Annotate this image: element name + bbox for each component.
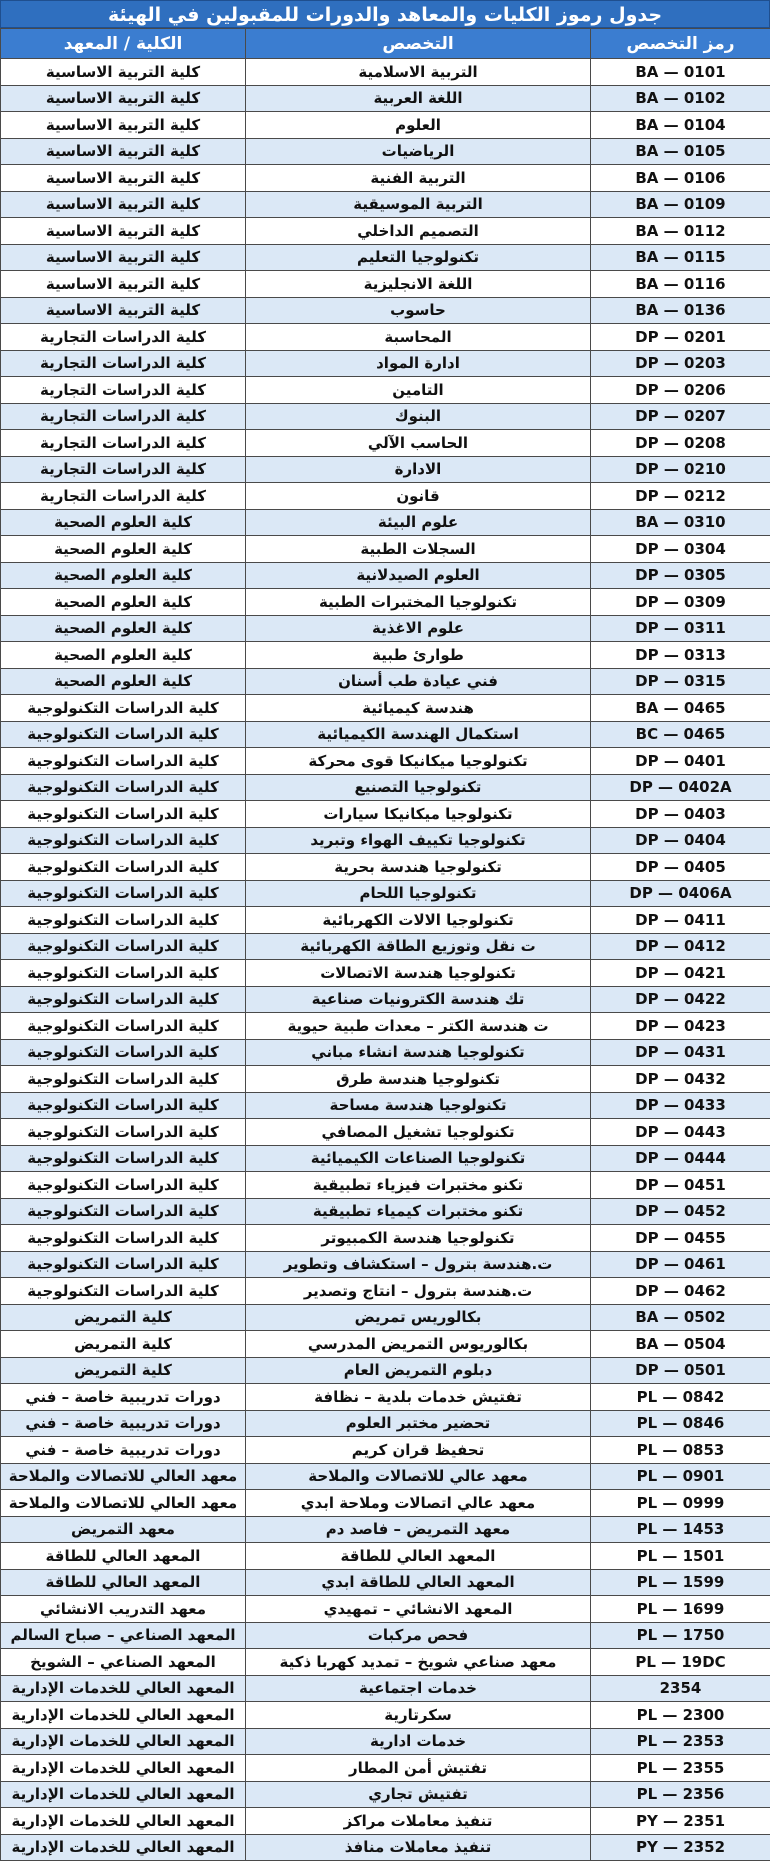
- college-name-cell: كلية الدراسات التكنولوجية: [1, 933, 246, 960]
- specialization-code-cell: DP — 0309: [591, 589, 770, 616]
- specialization-code-cell: PL — 1501: [591, 1543, 770, 1570]
- specialization-code-cell: PL — 0853: [591, 1437, 770, 1464]
- specialization-name-cell: ادارة المواد: [246, 350, 591, 377]
- specialization-name-cell: معهد عالي للاتصالات والملاحة: [246, 1463, 591, 1490]
- college-name-cell: معهد التمريض: [1, 1516, 246, 1543]
- table-row: [1, 1702, 770, 1729]
- table-row: [1, 801, 770, 828]
- table-row: [1, 880, 770, 907]
- table-body: [1, 59, 770, 1861]
- college-name-cell: كلية التربية الاساسية: [1, 138, 246, 165]
- table-row: [1, 218, 770, 245]
- table-row: [1, 1781, 770, 1808]
- specialization-name-cell: تكنولوجيا هندسة الكمبيوتر: [246, 1225, 591, 1252]
- specialization-code-cell: DP — 0304: [591, 536, 770, 563]
- specialization-code-cell: PL — 1750: [591, 1622, 770, 1649]
- college-name-cell: المعهد العالي للخدمات الإدارية: [1, 1702, 246, 1729]
- specialization-code-cell: DP — 0212: [591, 483, 770, 510]
- specialization-name-cell: سكرتارية: [246, 1702, 591, 1729]
- college-name-cell: كلية الدراسات التكنولوجية: [1, 1278, 246, 1305]
- table-row: [1, 456, 770, 483]
- table-row: [1, 1092, 770, 1119]
- specialization-name-cell: هندسة كيميائية: [246, 695, 591, 722]
- specialization-code-cell: BA — 0106: [591, 165, 770, 192]
- specialization-name-cell: المحاسبة: [246, 324, 591, 351]
- specialization-name-cell: تنفيذ معاملات مراكز: [246, 1808, 591, 1835]
- specialization-code-cell: DP — 0452: [591, 1198, 770, 1225]
- specialization-code-cell: DP — 0433: [591, 1092, 770, 1119]
- specialization-name-cell: تكنولوجيا تكييف الهواء وتبريد: [246, 827, 591, 854]
- college-name-cell: كلية الدراسات التجارية: [1, 456, 246, 483]
- table-row: [1, 1145, 770, 1172]
- college-name-cell: كلية العلوم الصحية: [1, 509, 246, 536]
- table-row: [1, 642, 770, 669]
- college-name-cell: كلية الدراسات التجارية: [1, 430, 246, 457]
- college-name-cell: كلية الدراسات التكنولوجية: [1, 695, 246, 722]
- table-row: [1, 1410, 770, 1437]
- table-row: [1, 668, 770, 695]
- college-name-cell: كلية التربية الاساسية: [1, 244, 246, 271]
- specialization-name-cell: تكنولوجيا هندسة طرق: [246, 1066, 591, 1093]
- college-name-cell: كلية الدراسات التكنولوجية: [1, 721, 246, 748]
- specialization-name-cell: حاسوب: [246, 297, 591, 324]
- specialization-code-cell: BA — 0502: [591, 1304, 770, 1331]
- table-row: [1, 1331, 770, 1358]
- specialization-code-cell: PL — 2355: [591, 1755, 770, 1782]
- specialization-name-cell: تكنولوجيا اللحام: [246, 880, 591, 907]
- specialization-code-cell: DP — 0411: [591, 907, 770, 934]
- table-row: [1, 695, 770, 722]
- college-name-cell: المعهد العالي للخدمات الإدارية: [1, 1834, 246, 1861]
- specialization-name-cell: تك هندسة الكترونيات صناعية: [246, 986, 591, 1013]
- college-name-cell: كلية الدراسات التكنولوجية: [1, 774, 246, 801]
- specialization-code-cell: DP — 0455: [591, 1225, 770, 1252]
- specialization-name-cell: التربية الموسيقية: [246, 191, 591, 218]
- specialization-name-cell: ت.هندسة بترول – استكشاف وتطوير: [246, 1251, 591, 1278]
- college-name-cell: كلية العلوم الصحية: [1, 589, 246, 616]
- table-row: [1, 403, 770, 430]
- college-name-cell: كلية الدراسات التكنولوجية: [1, 1251, 246, 1278]
- specialization-code-cell: PL — 0842: [591, 1384, 770, 1411]
- table-row: [1, 1119, 770, 1146]
- college-name-cell: كلية التربية الاساسية: [1, 85, 246, 112]
- table-row: [1, 536, 770, 563]
- specialization-code-cell: PL — 0846: [591, 1410, 770, 1437]
- table-row: [1, 509, 770, 536]
- table-row: [1, 1437, 770, 1464]
- specialization-code-cell: DP — 0412: [591, 933, 770, 960]
- specialization-name-cell: تكنو مختبرات كيمياء تطبيقية: [246, 1198, 591, 1225]
- specialization-name-cell: ت نقل وتوزيع الطاقة الكهربائية: [246, 933, 591, 960]
- table-row: [1, 933, 770, 960]
- specialization-name-cell: تكنولوجيا التصنيع: [246, 774, 591, 801]
- table-row: [1, 1622, 770, 1649]
- specialization-name-cell: المعهد العالي للطاقة: [246, 1543, 591, 1570]
- specialization-code-cell: PL — 2353: [591, 1728, 770, 1755]
- specialization-code-cell: DP — 0208: [591, 430, 770, 457]
- table-row: [1, 430, 770, 457]
- table-row: [1, 854, 770, 881]
- college-name-cell: المعهد الصناعي – صباح السالم: [1, 1622, 246, 1649]
- specialization-name-cell: التامين: [246, 377, 591, 404]
- specialization-name-cell: معهد عالي اتصالات وملاحة ابدي: [246, 1490, 591, 1517]
- specialization-code-cell: PL — 2356: [591, 1781, 770, 1808]
- specialization-code-cell: DP — 0403: [591, 801, 770, 828]
- header-code: رمز التخصص: [591, 29, 770, 59]
- specialization-name-cell: استكمال الهندسة الكيميائية: [246, 721, 591, 748]
- specialization-name-cell: بكالوريس تمريض: [246, 1304, 591, 1331]
- college-name-cell: المعهد العالي للطاقة: [1, 1569, 246, 1596]
- specialization-name-cell: فني عيادة طب أسنان: [246, 668, 591, 695]
- specialization-code-cell: PY — 2352: [591, 1834, 770, 1861]
- specialization-name-cell: الحاسب الآلي: [246, 430, 591, 457]
- specialization-name-cell: تحفيظ قران كريم: [246, 1437, 591, 1464]
- specialization-code-cell: PY — 2351: [591, 1808, 770, 1835]
- table-row: [1, 1013, 770, 1040]
- specialization-name-cell: تكنولوجيا الصناعات الكيميائية: [246, 1145, 591, 1172]
- table-row: [1, 1543, 770, 1570]
- college-name-cell: معهد العالي للاتصالات والملاحة: [1, 1490, 246, 1517]
- specialization-code-cell: BA — 0105: [591, 138, 770, 165]
- table-row: [1, 1808, 770, 1835]
- table-row: [1, 986, 770, 1013]
- college-name-cell: كلية العلوم الصحية: [1, 615, 246, 642]
- college-name-cell: كلية الدراسات التجارية: [1, 403, 246, 430]
- specialization-code-cell: BA — 0504: [591, 1331, 770, 1358]
- college-name-cell: كلية الدراسات التكنولوجية: [1, 1013, 246, 1040]
- specialization-code-cell: DP — 0443: [591, 1119, 770, 1146]
- specialization-code-cell: DP — 0207: [591, 403, 770, 430]
- table-row: [1, 1834, 770, 1861]
- specialization-name-cell: تكنو مختبرات فيزياء تطبيقية: [246, 1172, 591, 1199]
- specialization-code-cell: BA — 0465: [591, 695, 770, 722]
- table-row: [1, 960, 770, 987]
- table-row: [1, 1172, 770, 1199]
- college-name-cell: كلية العلوم الصحية: [1, 668, 246, 695]
- college-name-cell: كلية الدراسات التكنولوجية: [1, 960, 246, 987]
- specialization-code-cell: PL — 19DC: [591, 1649, 770, 1676]
- specialization-name-cell: معهد التمريض – فاصد دم: [246, 1516, 591, 1543]
- table-row: [1, 1755, 770, 1782]
- table-row: [1, 483, 770, 510]
- college-name-cell: كلية الدراسات التكنولوجية: [1, 1066, 246, 1093]
- specialization-name-cell: السجلات الطبية: [246, 536, 591, 563]
- specialization-name-cell: العلوم: [246, 112, 591, 139]
- specialization-name-cell: التربية الفنية: [246, 165, 591, 192]
- table-row: [1, 1516, 770, 1543]
- specialization-code-cell: 2354: [591, 1675, 770, 1702]
- college-name-cell: المعهد العالي للخدمات الإدارية: [1, 1755, 246, 1782]
- specialization-name-cell: تكنولوجيا هندسة انشاء مباني: [246, 1039, 591, 1066]
- table-title: جدول رموز الكليات والمعاهد والدورات للمقبولين في الهيئة: [0, 0, 770, 28]
- specialization-name-cell: معهد صناعي شويخ – تمديد كهربا ذكية: [246, 1649, 591, 1676]
- table-row: [1, 748, 770, 775]
- table-row: [1, 1198, 770, 1225]
- specialization-code-cell: BA — 0115: [591, 244, 770, 271]
- college-name-cell: كلية الدراسات التكنولوجية: [1, 854, 246, 881]
- specialization-code-cell: BA — 0101: [591, 59, 770, 86]
- specialization-code-cell: PL — 1699: [591, 1596, 770, 1623]
- specialization-code-cell: BA — 0112: [591, 218, 770, 245]
- college-name-cell: كلية الدراسات التكنولوجية: [1, 1039, 246, 1066]
- specialization-name-cell: تفتيش خدمات بلدية – نظافة: [246, 1384, 591, 1411]
- header-specialization: التخصص: [246, 29, 591, 59]
- specialization-name-cell: تكنولوجيا تشغيل المصافي: [246, 1119, 591, 1146]
- college-name-cell: كلية العلوم الصحية: [1, 562, 246, 589]
- table-row: [1, 377, 770, 404]
- college-name-cell: كلية التمريض: [1, 1357, 246, 1384]
- specialization-code-cell: BA — 0109: [591, 191, 770, 218]
- college-name-cell: كلية العلوم الصحية: [1, 642, 246, 669]
- specialization-name-cell: ت هندسة الكتر – معدات طبية حيوية: [246, 1013, 591, 1040]
- college-name-cell: كلية التربية الاساسية: [1, 191, 246, 218]
- specialization-code-cell: DP — 0203: [591, 350, 770, 377]
- college-name-cell: كلية الدراسات التكنولوجية: [1, 986, 246, 1013]
- college-name-cell: كلية الدراسات التجارية: [1, 350, 246, 377]
- college-name-cell: كلية الدراسات التجارية: [1, 377, 246, 404]
- specialization-code-cell: PL — 2300: [591, 1702, 770, 1729]
- college-name-cell: كلية الدراسات التكنولوجية: [1, 880, 246, 907]
- table-row: [1, 1728, 770, 1755]
- college-name-cell: كلية الدراسات التكنولوجية: [1, 748, 246, 775]
- table-row: [1, 721, 770, 748]
- table-row: [1, 1225, 770, 1252]
- specialization-name-cell: البنوك: [246, 403, 591, 430]
- specialization-name-cell: تنفيذ معاملات منافذ: [246, 1834, 591, 1861]
- specialization-name-cell: المعهد الانشائي – تمهيدي: [246, 1596, 591, 1623]
- college-name-cell: كلية الدراسات التكنولوجية: [1, 1198, 246, 1225]
- table-row: [1, 271, 770, 298]
- specialization-code-cell: BA — 0104: [591, 112, 770, 139]
- table-row: [1, 165, 770, 192]
- college-name-cell: كلية التربية الاساسية: [1, 59, 246, 86]
- college-name-cell: المعهد العالي للطاقة: [1, 1543, 246, 1570]
- college-name-cell: المعهد العالي للخدمات الإدارية: [1, 1781, 246, 1808]
- table-row: [1, 1596, 770, 1623]
- specialization-code-cell: DP — 0305: [591, 562, 770, 589]
- table-row: [1, 191, 770, 218]
- specialization-code-cell: DP — 0461: [591, 1251, 770, 1278]
- specialization-name-cell: الادارة: [246, 456, 591, 483]
- specialization-name-cell: دبلوم التمريض العام: [246, 1357, 591, 1384]
- college-name-cell: كلية الدراسات التكنولوجية: [1, 1145, 246, 1172]
- specialization-name-cell: تكنولوجيا المختبرات الطبية: [246, 589, 591, 616]
- specialization-name-cell: تكنولوجيا ميكانيكا سيارات: [246, 801, 591, 828]
- specialization-name-cell: فحص مركبات: [246, 1622, 591, 1649]
- specialization-code-cell: DP — 0406A: [591, 880, 770, 907]
- table-row: [1, 297, 770, 324]
- table-row: [1, 1675, 770, 1702]
- specialization-code-cell: PL — 1599: [591, 1569, 770, 1596]
- specialization-code-cell: DP — 0402A: [591, 774, 770, 801]
- specialization-code-cell: PL — 0901: [591, 1463, 770, 1490]
- specialization-code-cell: DP — 0431: [591, 1039, 770, 1066]
- college-name-cell: معهد التدريب الانشائي: [1, 1596, 246, 1623]
- specialization-code-cell: DP — 0421: [591, 960, 770, 987]
- specialization-name-cell: التربية الاسلامية: [246, 59, 591, 86]
- college-name-cell: المعهد العالي للخدمات الإدارية: [1, 1808, 246, 1835]
- specialization-name-cell: تفتيش تجاري: [246, 1781, 591, 1808]
- specialization-code-cell: DP — 0201: [591, 324, 770, 351]
- table-row: [1, 112, 770, 139]
- specialization-name-cell: تحضير مختبر العلوم: [246, 1410, 591, 1437]
- specialization-name-cell: تفتيش أمن المطار: [246, 1755, 591, 1782]
- table-row: [1, 138, 770, 165]
- table-row: [1, 244, 770, 271]
- specialization-code-cell: PL — 1453: [591, 1516, 770, 1543]
- specialization-code-cell: DP — 0313: [591, 642, 770, 669]
- table-header-row: [1, 29, 770, 59]
- specialization-name-cell: ت.هندسة بترول – انتاج وتصدير: [246, 1278, 591, 1305]
- specialization-code-cell: BA — 0136: [591, 297, 770, 324]
- specialization-code-cell: BA — 0310: [591, 509, 770, 536]
- table-row: [1, 1569, 770, 1596]
- specialization-name-cell: المعهد العالي للطاقة ابدي: [246, 1569, 591, 1596]
- table-row: [1, 1649, 770, 1676]
- specialization-code-cell: BA — 0116: [591, 271, 770, 298]
- specialization-name-cell: طوارئ طبية: [246, 642, 591, 669]
- college-name-cell: كلية التربية الاساسية: [1, 297, 246, 324]
- table-row: [1, 350, 770, 377]
- table-row: [1, 589, 770, 616]
- specialization-code-cell: DP — 0311: [591, 615, 770, 642]
- table-row: [1, 1039, 770, 1066]
- specialization-code-cell: DP — 0422: [591, 986, 770, 1013]
- table-row: [1, 1357, 770, 1384]
- specialization-code-cell: DP — 0210: [591, 456, 770, 483]
- table-row: [1, 1251, 770, 1278]
- specialization-code-cell: DP — 0405: [591, 854, 770, 881]
- table-row: [1, 1278, 770, 1305]
- specialization-name-cell: تكنولوجيا التعليم: [246, 244, 591, 271]
- specialization-name-cell: تكنولوجيا هندسة مساحة: [246, 1092, 591, 1119]
- specialization-code-cell: DP — 0451: [591, 1172, 770, 1199]
- specialization-name-cell: علوم الاغذية: [246, 615, 591, 642]
- specialization-name-cell: بكالوريوس التمريض المدرسي: [246, 1331, 591, 1358]
- specialization-name-cell: خدمات اجتماعية: [246, 1675, 591, 1702]
- specialization-code-cell: DP — 0315: [591, 668, 770, 695]
- college-name-cell: المعهد العالي للخدمات الإدارية: [1, 1675, 246, 1702]
- college-name-cell: كلية الدراسات التكنولوجية: [1, 1172, 246, 1199]
- specialization-code-cell: DP — 0432: [591, 1066, 770, 1093]
- table-row: [1, 1304, 770, 1331]
- college-name-cell: كلية التربية الاساسية: [1, 165, 246, 192]
- college-name-cell: معهد العالي للاتصالات والملاحة: [1, 1463, 246, 1490]
- specialization-name-cell: علوم البيئة: [246, 509, 591, 536]
- college-name-cell: دورات تدريبية خاصة – فني: [1, 1384, 246, 1411]
- specialization-code-cell: DP — 0404: [591, 827, 770, 854]
- specialization-name-cell: اللغة الانجليزية: [246, 271, 591, 298]
- college-name-cell: كلية الدراسات التكنولوجية: [1, 907, 246, 934]
- specialization-code-cell: PL — 0999: [591, 1490, 770, 1517]
- table-row: [1, 1463, 770, 1490]
- college-name-cell: المعهد العالي للخدمات الإدارية: [1, 1728, 246, 1755]
- college-name-cell: كلية الدراسات التكنولوجية: [1, 1225, 246, 1252]
- college-name-cell: كلية الدراسات التكنولوجية: [1, 801, 246, 828]
- specialization-code-cell: DP — 0444: [591, 1145, 770, 1172]
- table-row: [1, 827, 770, 854]
- college-name-cell: كلية الدراسات التكنولوجية: [1, 1092, 246, 1119]
- specialization-code-cell: BC — 0465: [591, 721, 770, 748]
- specialization-name-cell: تكنولوجيا الالات الكهربائية: [246, 907, 591, 934]
- table-row: [1, 1490, 770, 1517]
- table-row: [1, 85, 770, 112]
- college-name-cell: كلية الدراسات التجارية: [1, 483, 246, 510]
- specialization-code-cell: BA — 0102: [591, 85, 770, 112]
- college-name-cell: كلية التربية الاساسية: [1, 218, 246, 245]
- college-name-cell: كلية الدراسات التجارية: [1, 324, 246, 351]
- specialization-name-cell: تكنولوجيا ميكانيكا قوى محركة: [246, 748, 591, 775]
- college-name-cell: كلية التربية الاساسية: [1, 112, 246, 139]
- specialization-code-cell: DP — 0501: [591, 1357, 770, 1384]
- specialization-name-cell: العلوم الصيدلانية: [246, 562, 591, 589]
- college-name-cell: كلية التمريض: [1, 1304, 246, 1331]
- college-name-cell: دورات تدريبية خاصة – فني: [1, 1437, 246, 1464]
- specialization-name-cell: اللغة العربية: [246, 85, 591, 112]
- codes-table: [0, 28, 770, 1861]
- college-name-cell: كلية الدراسات التكنولوجية: [1, 827, 246, 854]
- table-row: [1, 1066, 770, 1093]
- specialization-name-cell: قانون: [246, 483, 591, 510]
- header-college: الكلية / المعهد: [1, 29, 246, 59]
- college-name-cell: كلية العلوم الصحية: [1, 536, 246, 563]
- table-row: [1, 324, 770, 351]
- specialization-code-cell: DP — 0462: [591, 1278, 770, 1305]
- specialization-code-cell: DP — 0423: [591, 1013, 770, 1040]
- specialization-name-cell: الرياضيات: [246, 138, 591, 165]
- specialization-code-cell: DP — 0206: [591, 377, 770, 404]
- specialization-name-cell: خدمات ادارية: [246, 1728, 591, 1755]
- college-name-cell: المعهد الصناعي – الشويخ: [1, 1649, 246, 1676]
- specialization-code-cell: DP — 0401: [591, 748, 770, 775]
- specialization-name-cell: تكنولوجيا هندسة بحرية: [246, 854, 591, 881]
- table-row: [1, 774, 770, 801]
- specialization-name-cell: تكنولوجيا هندسة الاتصالات: [246, 960, 591, 987]
- table-row: [1, 615, 770, 642]
- college-name-cell: كلية التمريض: [1, 1331, 246, 1358]
- table-row: [1, 562, 770, 589]
- college-name-cell: دورات تدريبية خاصة – فني: [1, 1410, 246, 1437]
- table-row: [1, 907, 770, 934]
- college-name-cell: كلية التربية الاساسية: [1, 271, 246, 298]
- specialization-name-cell: التصميم الداخلي: [246, 218, 591, 245]
- college-name-cell: كلية الدراسات التكنولوجية: [1, 1119, 246, 1146]
- table-row: [1, 1384, 770, 1411]
- table-row: [1, 59, 770, 86]
